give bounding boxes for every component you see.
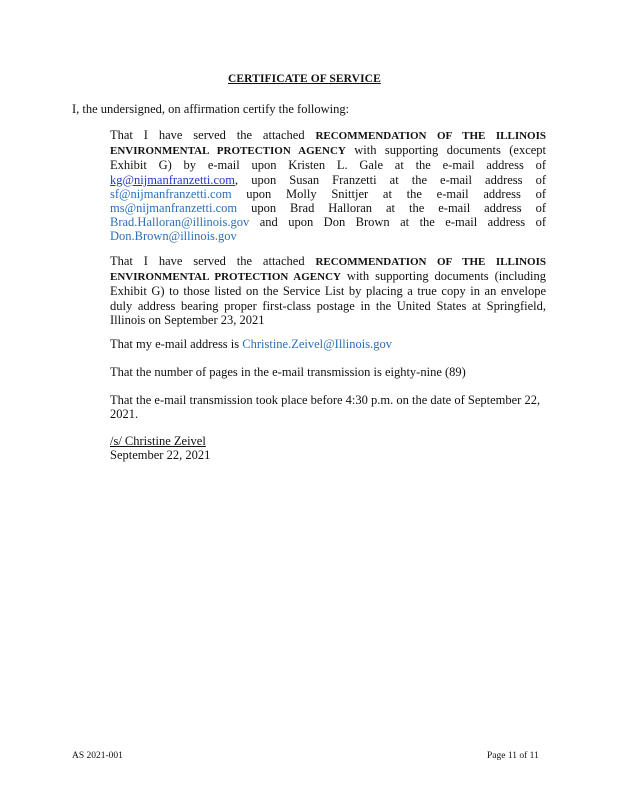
para1-text: and upon Don Brown at the e-mail address of — [259, 215, 546, 230]
intro-text: I, the undersigned, on affirmation certify the following: — [72, 102, 350, 116]
paragraph-mail-service — [110, 254, 546, 327]
signature-date: September 22, 2021 — [110, 448, 211, 463]
paragraph-transmission-time: That the e-mail transmission took place before 4:30 p.m. on the date of September 22, 2021. — [110, 393, 541, 422]
email-link-snittjer[interactable]: ms@nijmanfranzetti.com — [110, 201, 238, 216]
signature-line: /s/ Christine Zeivel — [110, 434, 206, 448]
para1-text: That I have served the attached — [110, 128, 305, 142]
signature-block — [110, 434, 546, 462]
para1-doc-title: RECOMMENDATION OF THE ILLINOIS ENVIRONMENTAL PROTECTION AGENCY — [110, 130, 546, 158]
para1-text: upon Molly Snittjer at the e-mail address of — [246, 186, 547, 201]
para2-text: with supporting documents (including Exhibit G) to those listed on the Service List by placing a true copy in an envelope duly address bearing proper first-class postage in the United States at Springfield, Illinois on September 23, 2021 — [110, 269, 546, 327]
para1-text: with supporting documents (except Exhibit G) by e-mail upon Kristen L. Gale at the e-mail address of — [110, 143, 547, 173]
email-link-franzetti[interactable]: sf@nijmanfranzetti.com — [110, 186, 232, 201]
page-title: CERTIFICATE OF SERVICE — [228, 73, 381, 85]
footer-page-number: Page 11 of 11 — [487, 751, 539, 761]
para1-text: upon Brad Halloran at the e-mail address of — [251, 201, 546, 216]
footer-case-number: AS 2021-001 — [72, 751, 123, 761]
paragraph-email-address — [110, 337, 546, 351]
para2-text: That I have served the attached — [110, 254, 305, 268]
email-link-zeivel[interactable]: Christine.Zeivel@Illinois.gov — [242, 337, 392, 351]
para3-text: That my e-mail address is — [110, 337, 240, 351]
email-link-gale[interactable]: kg@nijmanfranzetti.com — [110, 172, 236, 187]
email-link-brown[interactable]: Don.Brown@illinois.gov — [110, 229, 237, 244]
para1-text: , upon Susan Franzetti at the e-mail address of — [235, 172, 546, 187]
paragraph-page-count: That the number of pages in the e-mail transmission is eighty-nine (89) — [110, 365, 466, 379]
email-link-halloran[interactable]: Brad.Halloran@illinois.gov — [110, 215, 250, 230]
para2-doc-title: RECOMMENDATION OF THE ILLINOIS ENVIRONMENTAL PROTECTION AGENCY — [110, 256, 546, 284]
paragraph-email-service — [110, 128, 546, 244]
